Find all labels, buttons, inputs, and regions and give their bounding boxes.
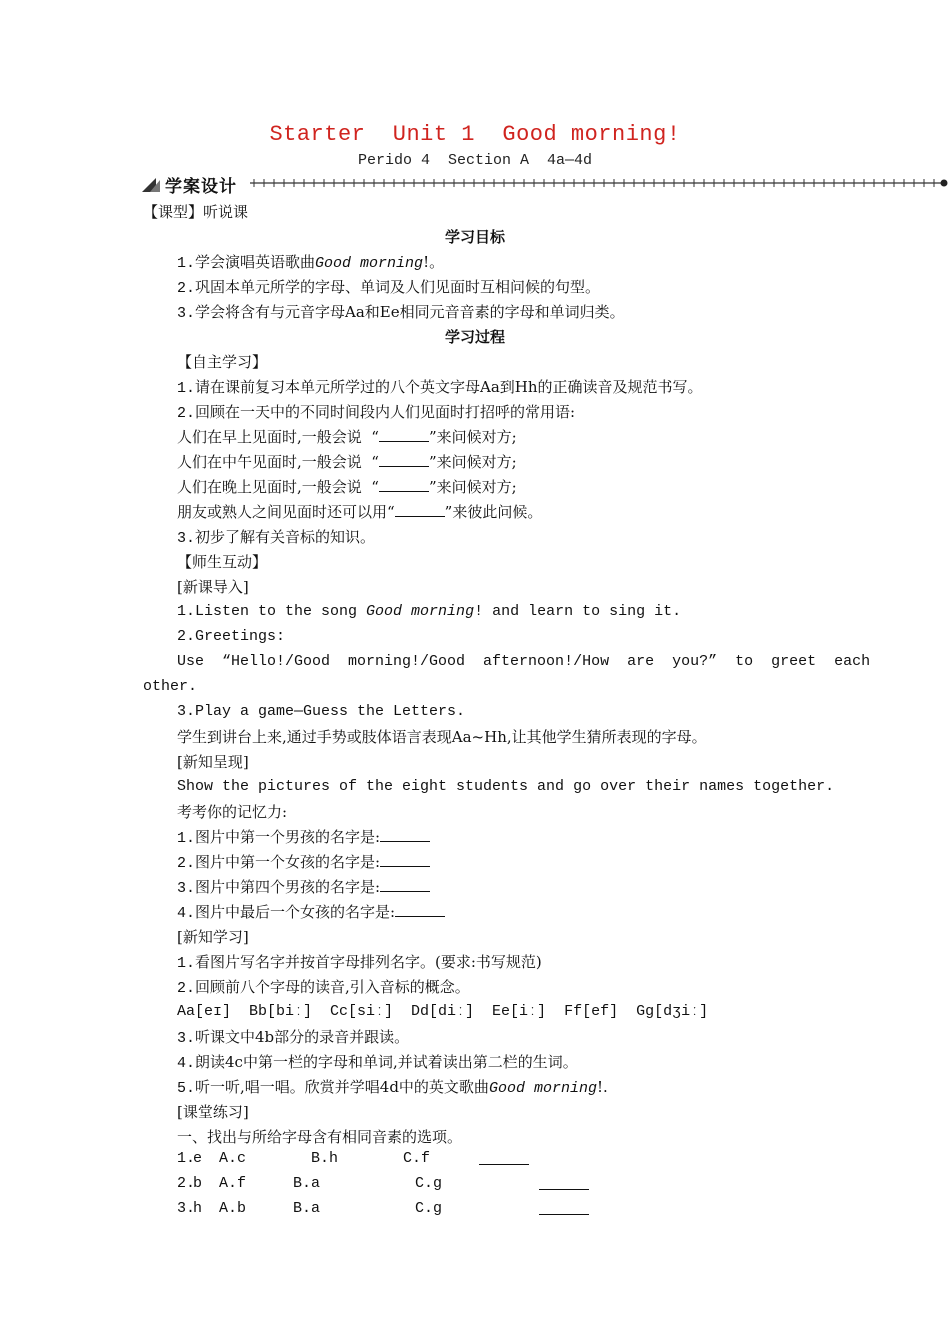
answer-blank[interactable] <box>379 477 429 492</box>
fill-blank-evening: 人们在晚上见面时,一般会说 “ ”来问候对方; <box>177 478 517 496</box>
present-line: Show the pictures of the eight students and go over their names together. <box>177 778 835 795</box>
answer-blank[interactable] <box>379 427 429 442</box>
answer-blank[interactable] <box>380 877 430 892</box>
answer-blank[interactable] <box>479 1150 529 1165</box>
greetings-line: Use “Hello!/Good morning!/Good afternoon!/How are you?” to greet each <box>177 653 871 670</box>
document-subtitle: Perido 4 Section A 4a—4d <box>357 152 593 169</box>
phonetics-line: Aa[eɪ] Bb[biː] Cc[siː] Dd[diː] Ee[iː] Ff[ef] Gg[dʒiː] <box>177 1003 709 1020</box>
answer-blank[interactable] <box>380 852 430 867</box>
pencil-ruler-icon <box>142 176 162 192</box>
intro-item: 2.Greetings: <box>177 628 286 645</box>
answer-blank[interactable] <box>380 827 430 842</box>
option-a: A.f <box>219 1175 247 1192</box>
game-description: 学生到讲台上来,通过手势或肢体语言表现Aa~Hh,让其他学生猜所表现的字母。 <box>177 728 707 746</box>
goal-item: 3.学会将含有与元音字母Aa和Ee相同元音音素的字母和单词归类。 <box>177 303 625 322</box>
intro-item: 3.Play a game—Guess the Letters. <box>177 703 466 720</box>
answer-blank[interactable] <box>395 502 445 517</box>
goal-item: 1.学会演唱英语歌曲Good morning!。 <box>177 253 445 272</box>
memory-item: 4.图片中最后一个女孩的名字是: <box>177 902 445 922</box>
intro-item: 1.Listen to the song Good morning! and learn to sing it. <box>177 603 682 620</box>
memory-item: 2.图片中第一个女孩的名字是: <box>177 852 430 872</box>
answer-blank[interactable] <box>379 452 429 467</box>
answer-blank[interactable] <box>539 1175 589 1190</box>
option-c: C.g <box>415 1175 443 1192</box>
option-a: A.c <box>219 1150 247 1167</box>
question-number: 2. <box>177 1175 196 1192</box>
option-b: B.a <box>293 1200 321 1217</box>
option-c: C.g <box>415 1200 443 1217</box>
goal-item: 2.巩固本单元所学的字母、单词及人们见面时互相问候的句型。 <box>177 278 601 297</box>
dotted-rule <box>250 173 950 193</box>
learn-heading: [新知学习] <box>177 928 249 946</box>
learn-item: 4.朗读4c中第一栏的字母和单词,并试着读出第二栏的生词。 <box>177 1053 578 1072</box>
present-heading: [新知呈现] <box>177 753 249 771</box>
practice-task: 一、找出与所给字母含有相同音素的选项。 <box>177 1128 463 1146</box>
memory-prompt: 考考你的记忆力: <box>177 803 288 821</box>
process-heading: 学习过程 <box>444 328 505 346</box>
fill-blank-noon: 人们在中午见面时,一般会说 “ ”来问候对方; <box>177 453 517 471</box>
answer-blank[interactable] <box>395 902 445 917</box>
question-letter: h <box>193 1200 203 1217</box>
self-study-heading: 【自主学习】 <box>177 353 268 371</box>
question-number: 3. <box>177 1200 196 1217</box>
self-study-item: 1.请在课前复习本单元所学过的八个英文字母Aa到Hh的正确读音及规范书写。 <box>177 378 703 397</box>
lesson-type: 【课型】听说课 <box>143 203 249 221</box>
learn-item: 5.听一听,唱一唱。欣赏并学唱4d中的英文歌曲Good morning!. <box>177 1078 608 1097</box>
option-b: B.h <box>311 1150 339 1167</box>
question-number: 1. <box>177 1150 196 1167</box>
memory-item: 3.图片中第四个男孩的名字是: <box>177 877 430 897</box>
section-banner <box>142 172 950 197</box>
self-study-item: 2.回顾在一天中的不同时间段内人们见面时打招呼的常用语: <box>177 403 576 422</box>
answer-blank[interactable] <box>539 1200 589 1215</box>
self-study-item: 3.初步了解有关音标的知识。 <box>177 528 376 547</box>
fill-blank-morning: 人们在早上见面时,一般会说 “ ”来问候对方; <box>177 428 517 446</box>
goals-heading: 学习目标 <box>444 228 505 246</box>
option-a: A.b <box>219 1200 247 1217</box>
option-c: C.f <box>403 1150 431 1167</box>
interaction-heading: 【师生互动】 <box>177 553 268 571</box>
option-b: B.a <box>293 1175 321 1192</box>
greetings-line-cont: other. <box>143 678 198 695</box>
learn-item: 2.回顾前八个字母的读音,引入音标的概念。 <box>177 978 470 997</box>
practice-heading: [课堂练习] <box>177 1103 249 1121</box>
question-letter: b <box>193 1175 203 1192</box>
memory-item: 1.图片中第一个男孩的名字是: <box>177 827 430 847</box>
learn-item: 3.听课文中4b部分的录音并跟读。 <box>177 1028 410 1047</box>
learn-item: 1.看图片写名字并按首字母排列名字。(要求:书写规范) <box>177 953 542 972</box>
question-letter: e <box>193 1150 203 1167</box>
intro-heading: [新课导入] <box>177 578 249 596</box>
banner-label: 学案设计 <box>165 177 237 197</box>
fill-blank-friends: 朋友或熟人之间见面时还可以用“ ”来彼此问候。 <box>177 503 543 521</box>
document-title: Starter Unit 1 Good morning! <box>269 122 681 147</box>
